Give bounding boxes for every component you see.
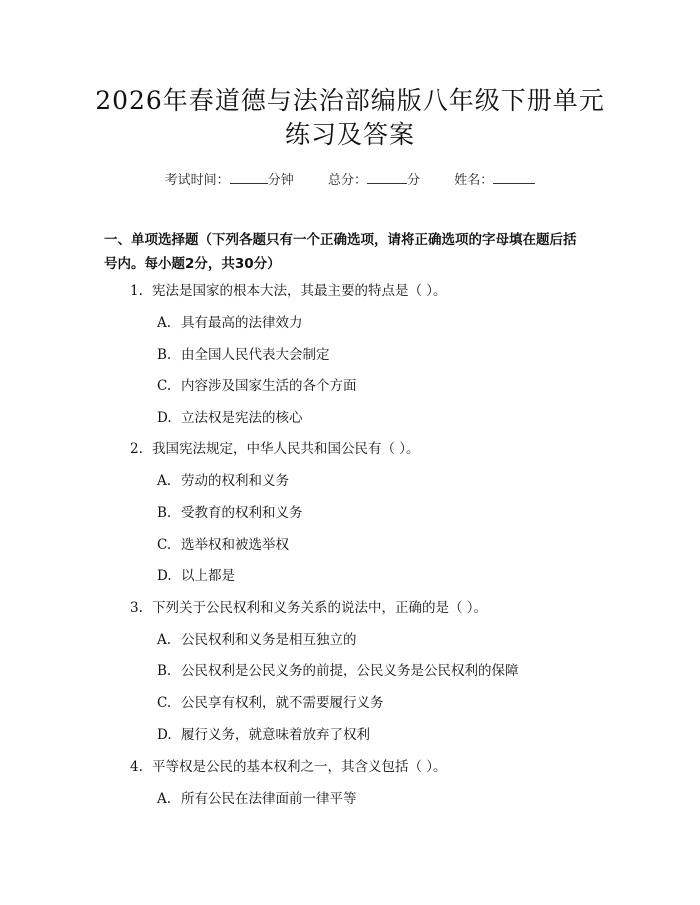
option-letter: B.: [157, 347, 172, 363]
student-name-blank: [493, 171, 535, 184]
option-text: 公民权利和义务是相互独立的: [181, 632, 357, 648]
student-name-label: 姓名：: [454, 173, 494, 188]
option-text: 履行义务，就意味着放弃了权利: [181, 727, 370, 743]
option-text: 具有最高的法律效力: [181, 315, 303, 331]
section-heading-line-1: 一、单项选择题（下列各题只有一个正确选项，请将正确选项的字母填在题后括: [104, 232, 577, 248]
option-text: 立法权是宪法的核心: [181, 410, 303, 426]
question-number: 1.: [130, 283, 143, 299]
question-2: [130, 439, 420, 459]
question-number: 3.: [130, 600, 143, 616]
option-letter: C.: [157, 378, 172, 394]
option-text: 受教育的权利和义务: [181, 505, 303, 521]
option-text: 内容涉及国家生活的各个方面: [181, 378, 357, 394]
option-text: 公民享有权利，就不需要履行义务: [181, 695, 384, 711]
question-1-option-b: [157, 345, 330, 365]
option-letter: D.: [157, 410, 172, 426]
option-letter: A.: [157, 632, 172, 648]
document-title-line-2: 练习及答案: [284, 120, 415, 149]
total-score-blank: [367, 171, 407, 184]
exam-info-line: [0, 169, 700, 188]
question-1-option-c: [157, 376, 357, 396]
question-text: 宪法是国家的根本大法，其最主要的特点是（ ）。: [152, 283, 447, 299]
total-score-label: 总分：: [327, 173, 367, 188]
question-3-option-c: [157, 693, 384, 713]
question-2-option-c: [157, 535, 289, 555]
document-title-line-1: 2026年春道德与法治部编版八年级下册单元: [95, 86, 605, 115]
question-3-option-d: [157, 725, 370, 745]
question-text: 平等权是公民的基本权利之一，其含义包括（ ）。: [152, 759, 447, 775]
question-3: [130, 598, 487, 618]
option-letter: A.: [157, 315, 172, 331]
option-letter: B.: [157, 663, 172, 679]
question-2-option-d: [157, 566, 235, 586]
option-text: 选举权和被选举权: [181, 537, 289, 553]
question-1-option-d: [157, 408, 303, 428]
question-number: 2.: [130, 441, 143, 457]
question-4-option-a: [157, 789, 357, 809]
option-letter: A.: [157, 473, 172, 489]
option-text: 由全国人民代表大会制定: [181, 347, 330, 363]
exam-time-unit: 分钟: [267, 173, 294, 188]
option-letter: C.: [157, 695, 172, 711]
option-letter: D.: [157, 568, 172, 584]
option-letter: B.: [157, 505, 172, 521]
option-letter: C.: [157, 537, 172, 553]
option-letter: A.: [157, 791, 172, 807]
total-score-unit: 分: [407, 173, 421, 188]
option-text: 公民权利是公民义务的前提，公民义务是公民权利的保障: [181, 663, 519, 679]
question-2-option-a: [157, 471, 289, 491]
option-text: 以上都是: [181, 568, 235, 584]
exam-time-blank: [230, 171, 268, 184]
option-letter: D.: [157, 727, 172, 743]
option-text: 所有公民在法律面前一律平等: [181, 791, 357, 807]
question-1: [130, 281, 447, 301]
question-text: 下列关于公民权利和义务关系的说法中，正确的是（ ）。: [152, 600, 488, 616]
exam-time-label: 考试时间：: [164, 173, 230, 188]
question-text: 我国宪法规定，中华人民共和国公民有（ ）。: [152, 441, 420, 457]
question-3-option-a: [157, 630, 357, 650]
section-heading-line-2: 号内。每小题2分，共30分）: [104, 256, 281, 272]
question-4: [130, 757, 447, 777]
option-text: 劳动的权利和义务: [181, 473, 289, 489]
question-1-option-a: [157, 313, 303, 333]
question-3-option-b: [157, 661, 519, 681]
question-number: 4.: [130, 759, 143, 775]
question-2-option-b: [157, 503, 303, 523]
